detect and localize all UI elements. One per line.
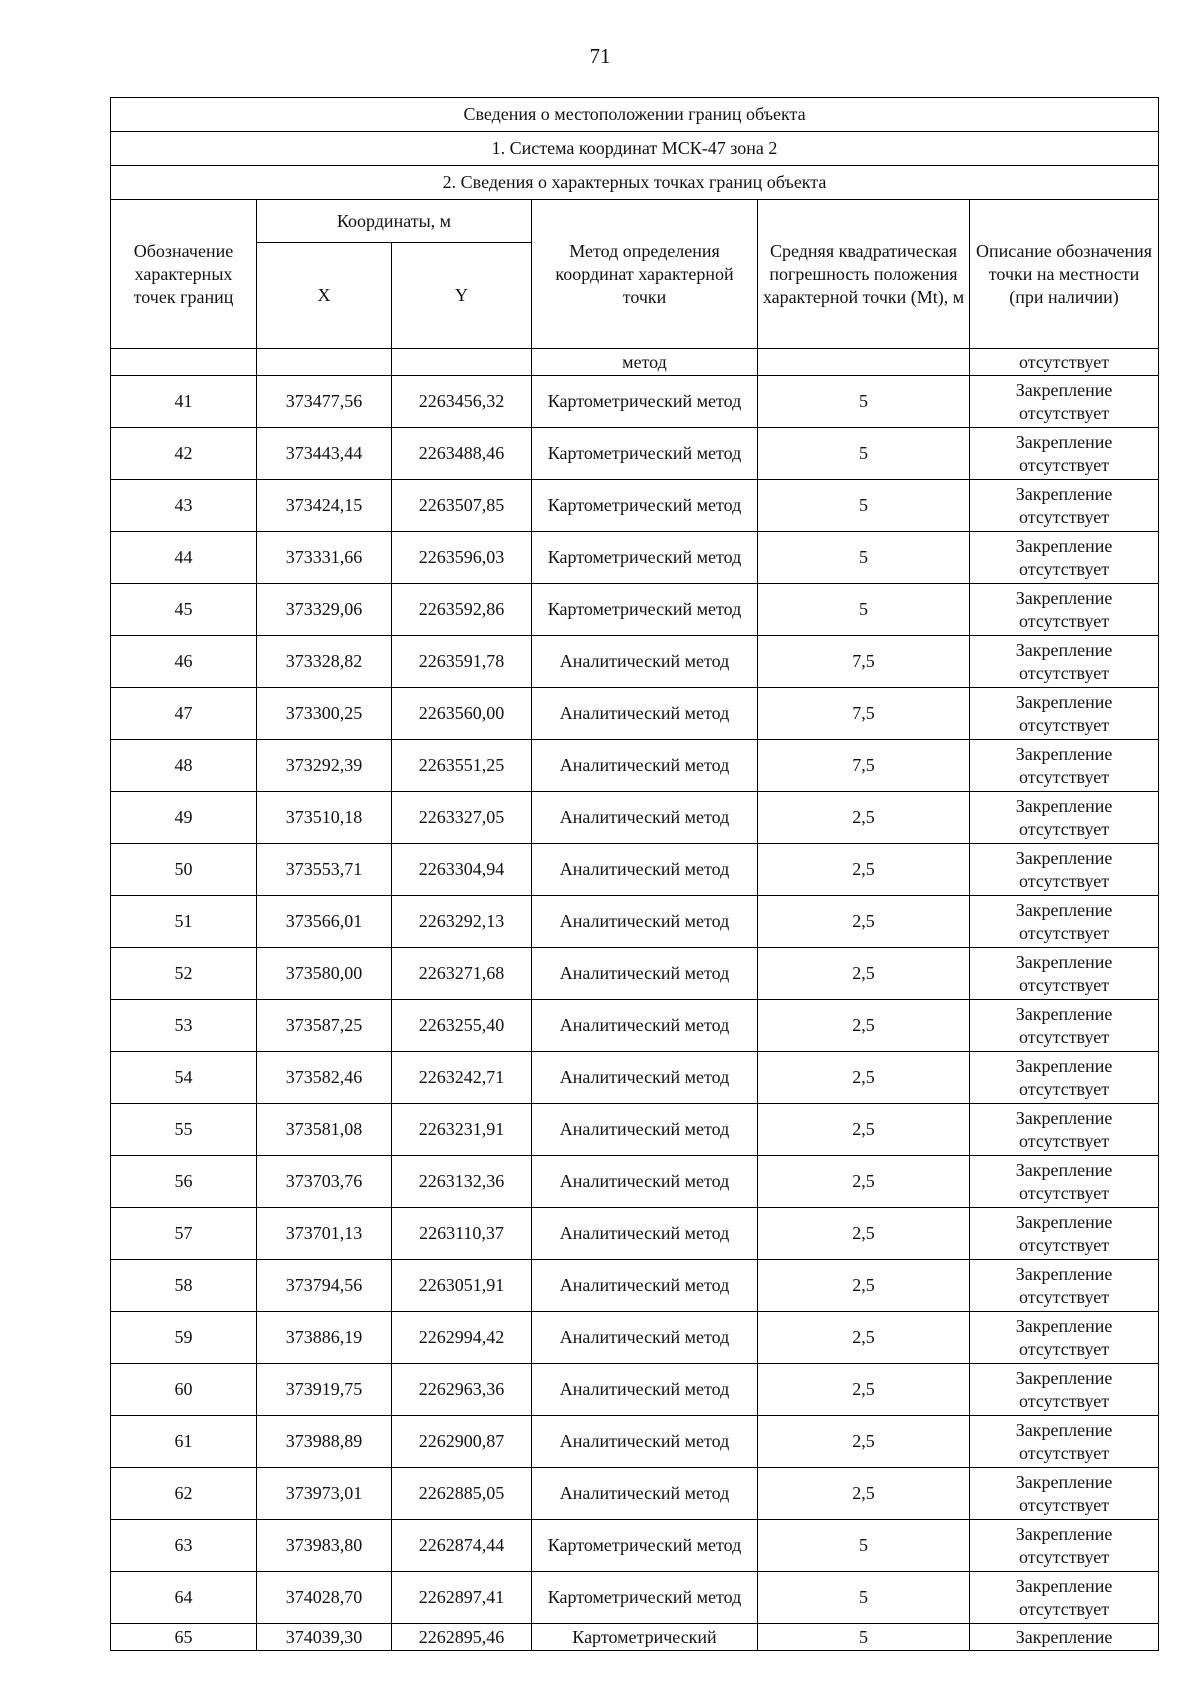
cell-desc: Закрепление отсутствует bbox=[970, 1260, 1159, 1312]
cell-method: Картометрический метод bbox=[532, 480, 758, 532]
cell-mt: 2,5 bbox=[758, 1468, 970, 1520]
table-row bbox=[111, 1104, 1159, 1156]
cell-mt: 5 bbox=[758, 1572, 970, 1624]
cell-method: Аналитический метод bbox=[532, 792, 758, 844]
cell-desc: Закрепление отсутствует bbox=[970, 1208, 1159, 1260]
cell-n: 65 bbox=[111, 1624, 257, 1651]
cell-n: 60 bbox=[111, 1364, 257, 1416]
cell-mt: 7,5 bbox=[758, 688, 970, 740]
cell-desc: Закрепление отсутствует bbox=[970, 480, 1159, 532]
cell-n: 61 bbox=[111, 1416, 257, 1468]
cell-n: 48 bbox=[111, 740, 257, 792]
table-row bbox=[111, 1416, 1159, 1468]
cell-y: 2262895,46 bbox=[392, 1624, 532, 1651]
table-row bbox=[111, 636, 1159, 688]
cell-y: 2263051,91 bbox=[392, 1260, 532, 1312]
cell-y: 2263507,85 bbox=[392, 480, 532, 532]
cell-n: 46 bbox=[111, 636, 257, 688]
cell-mt: 2,5 bbox=[758, 1104, 970, 1156]
cell-x: 373566,01 bbox=[257, 896, 392, 948]
cell-y: 2262963,36 bbox=[392, 1364, 532, 1416]
cell-x: 373886,19 bbox=[257, 1312, 392, 1364]
cell-x: 373477,56 bbox=[257, 376, 392, 428]
cell-n: 44 bbox=[111, 532, 257, 584]
cell-n: 50 bbox=[111, 844, 257, 896]
cell-mt: 2,5 bbox=[758, 1208, 970, 1260]
cell-y bbox=[392, 349, 532, 376]
cell-desc: отсутствует bbox=[970, 349, 1159, 376]
cell-y: 2263231,91 bbox=[392, 1104, 532, 1156]
cell-mt: 2,5 bbox=[758, 896, 970, 948]
cell-n: 55 bbox=[111, 1104, 257, 1156]
cell-n: 47 bbox=[111, 688, 257, 740]
cell-x: 373300,25 bbox=[257, 688, 392, 740]
coordinate-system: 1. Система координат МСК-47 зона 2 bbox=[111, 132, 1159, 166]
cell-y: 2262897,41 bbox=[392, 1572, 532, 1624]
cell-y: 2263560,00 bbox=[392, 688, 532, 740]
cell-method: Аналитический метод bbox=[532, 688, 758, 740]
cell-desc: Закрепление отсутствует bbox=[970, 1468, 1159, 1520]
cell-desc: Закрепление отсутствует bbox=[970, 428, 1159, 480]
cell-y: 2263596,03 bbox=[392, 532, 532, 584]
cell-x: 373703,76 bbox=[257, 1156, 392, 1208]
cell-mt bbox=[758, 349, 970, 376]
table-row bbox=[111, 1156, 1159, 1208]
page-number: 71 bbox=[589, 44, 611, 68]
cell-method: Картометрический bbox=[532, 1624, 758, 1651]
cell-n: 64 bbox=[111, 1572, 257, 1624]
cell-mt: 7,5 bbox=[758, 740, 970, 792]
cell-method: Аналитический метод bbox=[532, 948, 758, 1000]
cell-x: 374039,30 bbox=[257, 1624, 392, 1651]
cell-desc: Закрепление отсутствует bbox=[970, 1364, 1159, 1416]
table-row bbox=[111, 1364, 1159, 1416]
table-row bbox=[111, 532, 1159, 584]
cell-desc: Закрепление отсутствует bbox=[970, 584, 1159, 636]
cell-x: 373580,00 bbox=[257, 948, 392, 1000]
table-row bbox=[111, 896, 1159, 948]
cell-desc: Закрепление отсутствует bbox=[970, 376, 1159, 428]
table-row bbox=[111, 792, 1159, 844]
cell-mt: 5 bbox=[758, 1520, 970, 1572]
cell-y: 2262900,87 bbox=[392, 1416, 532, 1468]
table-row bbox=[111, 480, 1159, 532]
cell-desc: Закрепление отсутствует bbox=[970, 1104, 1159, 1156]
cell-mt: 2,5 bbox=[758, 1052, 970, 1104]
cell-x: 373919,75 bbox=[257, 1364, 392, 1416]
cell-mt: 2,5 bbox=[758, 1416, 970, 1468]
cell-mt: 2,5 bbox=[758, 844, 970, 896]
table-row bbox=[111, 428, 1159, 480]
boundary-points-table bbox=[110, 97, 1159, 1651]
cell-method: Аналитический метод bbox=[532, 740, 758, 792]
cell-mt: 5 bbox=[758, 1624, 970, 1651]
table-row bbox=[111, 740, 1159, 792]
cell-desc: Закрепление отсутствует bbox=[970, 1052, 1159, 1104]
cell-desc: Закрепление отсутствует bbox=[970, 740, 1159, 792]
cell-method: Аналитический метод bbox=[532, 1052, 758, 1104]
cell-x: 373510,18 bbox=[257, 792, 392, 844]
cell-y: 2263132,36 bbox=[392, 1156, 532, 1208]
cell-y: 2263255,40 bbox=[392, 1000, 532, 1052]
cell-desc: Закрепление отсутствует bbox=[970, 1000, 1159, 1052]
cell-y: 2263110,37 bbox=[392, 1208, 532, 1260]
cell-method: Картометрический метод bbox=[532, 532, 758, 584]
col-header-error: Средняя квадратическая погрешность положения характерной точки (Mt), м bbox=[758, 200, 970, 349]
cell-mt: 2,5 bbox=[758, 1000, 970, 1052]
cell-desc: Закрепление отсутствует bbox=[970, 636, 1159, 688]
cell-x: 373424,15 bbox=[257, 480, 392, 532]
cell-method: Картометрический метод bbox=[532, 428, 758, 480]
table-row bbox=[111, 844, 1159, 896]
cell-n: 63 bbox=[111, 1520, 257, 1572]
cell-x: 373292,39 bbox=[257, 740, 392, 792]
cell-method: Картометрический метод bbox=[532, 1572, 758, 1624]
cell-x: 373553,71 bbox=[257, 844, 392, 896]
cell-method: Аналитический метод bbox=[532, 1208, 758, 1260]
cell-method: Аналитический метод bbox=[532, 1156, 758, 1208]
col-header-designation: Обозначение характерных точек границ bbox=[111, 200, 257, 349]
table-row bbox=[111, 1260, 1159, 1312]
cell-x: 373794,56 bbox=[257, 1260, 392, 1312]
cell-n: 52 bbox=[111, 948, 257, 1000]
cell-x: 373983,80 bbox=[257, 1520, 392, 1572]
table-row bbox=[111, 1572, 1159, 1624]
cell-x: 373988,89 bbox=[257, 1416, 392, 1468]
table-row bbox=[111, 584, 1159, 636]
cell-method: метод bbox=[532, 349, 758, 376]
cell-x: 374028,70 bbox=[257, 1572, 392, 1624]
cell-n: 62 bbox=[111, 1468, 257, 1520]
section-title: 2. Сведения о характерных точках границ объекта bbox=[111, 166, 1159, 200]
cell-x: 373443,44 bbox=[257, 428, 392, 480]
cell-y: 2263304,94 bbox=[392, 844, 532, 896]
cell-desc: Закрепление отсутствует bbox=[970, 688, 1159, 740]
table-row bbox=[111, 948, 1159, 1000]
col-header-method: Метод определения координат характерной точки bbox=[532, 200, 758, 349]
table-row bbox=[111, 376, 1159, 428]
cell-n: 51 bbox=[111, 896, 257, 948]
col-header-description: Описание обозначения точки на местности (при наличии) bbox=[970, 200, 1159, 349]
cell-method: Аналитический метод bbox=[532, 636, 758, 688]
cell-desc: Закрепление отсутствует bbox=[970, 532, 1159, 584]
cell-mt: 5 bbox=[758, 428, 970, 480]
cell-y: 2263551,25 bbox=[392, 740, 532, 792]
cell-x: 373587,25 bbox=[257, 1000, 392, 1052]
cell-method: Аналитический метод bbox=[532, 1000, 758, 1052]
table-row bbox=[111, 1520, 1159, 1572]
cell-desc: Закрепление отсутствует bbox=[970, 1156, 1159, 1208]
col-header-y: Y bbox=[392, 243, 532, 349]
cell-mt: 2,5 bbox=[758, 948, 970, 1000]
cell-n: 43 bbox=[111, 480, 257, 532]
cell-mt: 7,5 bbox=[758, 636, 970, 688]
cell-desc: Закрепление отсутствует bbox=[970, 896, 1159, 948]
cell-n: 53 bbox=[111, 1000, 257, 1052]
col-header-x: X bbox=[257, 243, 392, 349]
cell-y: 2263271,68 bbox=[392, 948, 532, 1000]
cell-method: Аналитический метод bbox=[532, 1312, 758, 1364]
cell-mt: 2,5 bbox=[758, 792, 970, 844]
cell-method: Аналитический метод bbox=[532, 896, 758, 948]
cell-y: 2263456,32 bbox=[392, 376, 532, 428]
cell-x: 373331,66 bbox=[257, 532, 392, 584]
cell-y: 2262874,44 bbox=[392, 1520, 532, 1572]
cell-mt: 5 bbox=[758, 584, 970, 636]
cell-y: 2262994,42 bbox=[392, 1312, 532, 1364]
cell-x: 373701,13 bbox=[257, 1208, 392, 1260]
table-row bbox=[111, 688, 1159, 740]
cell-n: 41 bbox=[111, 376, 257, 428]
cell-method: Аналитический метод bbox=[532, 1468, 758, 1520]
cell-n: 42 bbox=[111, 428, 257, 480]
cell-method: Картометрический метод bbox=[532, 1520, 758, 1572]
table-row bbox=[111, 1624, 1159, 1651]
cell-x bbox=[257, 349, 392, 376]
cell-method: Аналитический метод bbox=[532, 1416, 758, 1468]
cell-method: Аналитический метод bbox=[532, 1364, 758, 1416]
cell-n: 49 bbox=[111, 792, 257, 844]
cell-y: 2263292,13 bbox=[392, 896, 532, 948]
cell-mt: 2,5 bbox=[758, 1156, 970, 1208]
table-row bbox=[111, 1468, 1159, 1520]
table-row bbox=[111, 1000, 1159, 1052]
cell-mt: 2,5 bbox=[758, 1260, 970, 1312]
cell-n: 59 bbox=[111, 1312, 257, 1364]
table-row bbox=[111, 1208, 1159, 1260]
cell-mt: 2,5 bbox=[758, 1364, 970, 1416]
cell-method: Аналитический метод bbox=[532, 1104, 758, 1156]
cell-y: 2263242,71 bbox=[392, 1052, 532, 1104]
cell-n: 56 bbox=[111, 1156, 257, 1208]
cell-n: 58 bbox=[111, 1260, 257, 1312]
cell-desc: Закрепление отсутствует bbox=[970, 1416, 1159, 1468]
cell-n: 45 bbox=[111, 584, 257, 636]
cell-x: 373328,82 bbox=[257, 636, 392, 688]
cell-desc: Закрепление отсутствует bbox=[970, 1520, 1159, 1572]
table-row bbox=[111, 1312, 1159, 1364]
cell-desc: Закрепление отсутствует bbox=[970, 948, 1159, 1000]
cell-x: 373582,46 bbox=[257, 1052, 392, 1104]
cell-x: 373973,01 bbox=[257, 1468, 392, 1520]
cell-n: 54 bbox=[111, 1052, 257, 1104]
col-header-coordinates: Координаты, м bbox=[257, 200, 532, 243]
continuation-row bbox=[111, 349, 1159, 376]
cell-desc: Закрепление отсутствует bbox=[970, 1312, 1159, 1364]
cell-mt: 5 bbox=[758, 376, 970, 428]
cell-mt: 5 bbox=[758, 480, 970, 532]
cell-y: 2263592,86 bbox=[392, 584, 532, 636]
cell-desc: Закрепление отсутствует bbox=[970, 792, 1159, 844]
cell-mt: 5 bbox=[758, 532, 970, 584]
cell-mt: 2,5 bbox=[758, 1312, 970, 1364]
cell-method: Аналитический метод bbox=[532, 1260, 758, 1312]
cell-n: 57 bbox=[111, 1208, 257, 1260]
cell-y: 2263591,78 bbox=[392, 636, 532, 688]
cell-y: 2263327,05 bbox=[392, 792, 532, 844]
cell-method: Картометрический метод bbox=[532, 376, 758, 428]
cell-method: Картометрический метод bbox=[532, 584, 758, 636]
cell-desc: Закрепление bbox=[970, 1624, 1159, 1651]
cell-x: 373329,06 bbox=[257, 584, 392, 636]
cell-method: Аналитический метод bbox=[532, 844, 758, 896]
cell-y: 2263488,46 bbox=[392, 428, 532, 480]
cell-n bbox=[111, 349, 257, 376]
cell-y: 2262885,05 bbox=[392, 1468, 532, 1520]
cell-desc: Закрепление отсутствует bbox=[970, 1572, 1159, 1624]
table-row bbox=[111, 1052, 1159, 1104]
cell-desc: Закрепление отсутствует bbox=[970, 844, 1159, 896]
table-title: Сведения о местоположении границ объекта bbox=[111, 98, 1159, 132]
cell-x: 373581,08 bbox=[257, 1104, 392, 1156]
